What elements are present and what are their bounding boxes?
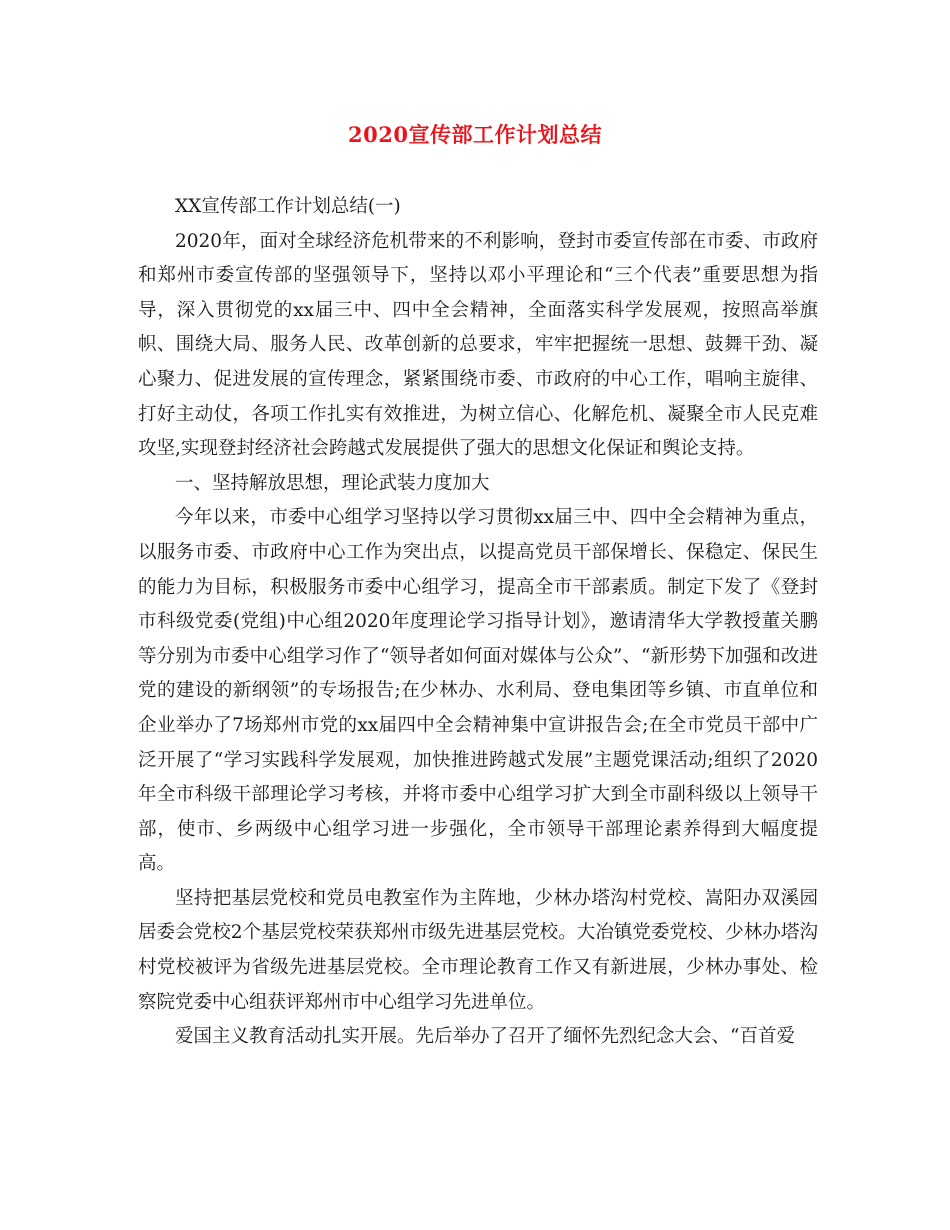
paragraph: 坚持把基层党校和党员电教室作为主阵地，少林办塔沟村党校、嵩阳办双溪园居委会党校2个基层党校荣获郑州市级先进基层党校。大冶镇党委党校、少林办塔沟村党校被评为省级先进基层党校。全市理论教育工作又有新进展，少林办事处、检察院党委中心组获评郑州市中心组学习先进单位。 [138, 887, 818, 1013]
paragraph: 2020年，面对全球经济危机带来的不利影响，登封市委宣传部在市委、市政府和郑州市委宣传部的坚强领导下，坚持以邓小平理论和“三个代表”重要思想为指导，深入贯彻党的xx届三中、四中全会精神，全面落实科学发展观，按照高举旗帜、围绕大局、服务人民、改革创新的总要求，牢牢把握统一思想、鼓舞干劲、凝心聚力、促进发展的宣传理念，紧紧围绕市委、市政府的中心工作，唱响主旋律、打好主动仗，各项工作扎实有效推进，为树立信心、化解危机、凝聚全市人民克难攻坚,实现登封经济社会跨越式发展提供了强大的思想文化保证和舆论支持。 [138, 230, 818, 460]
document-title: 2020宣传部工作计划总结 [348, 122, 602, 147]
section-heading: XX宣传部工作计划总结(一) [175, 196, 401, 217]
section-heading: 一、坚持解放思想，理论武装力度加大 [175, 472, 490, 494]
document-body [138, 190, 818, 1055]
paragraph: 今年以来，市委中心组学习坚持以学习贯彻xx届三中、四中全会精神为重点，以服务市委、市政府中心工作为突出点，以提高党员干部保增长、保稳定、保民生的能力为目标，积极服务市委中心组学习，提高全市干部素质。制定下发了《登封市科级党委(党组)中心组2020年度理论学习指导计划》，邀请清华大学教授董关鹏等分别为市委中心组学习作了“领导者如何面对媒体与公众”、“新形势下加强和改进党的建设的新纲领”的专场报告;在少林办、水利局、登电集团等乡镇、市直单位和企业举办了7场郑州市党的xx届四中全会精神集中宣讲报告会;在全市党员干部中广泛开展了“学习实践科学发展观，加快推进跨越式发展”主题党课活动;组织了2020年全市科级干部理论学习考核，并将市委中心组学习扩大到全市副科级以上领导干部，使市、乡两级中心组学习进一步强化，全市领导干部理论素养得到大幅度提高。 [138, 507, 818, 875]
paragraph: 爱国主义教育活动扎实开展。先后举办了召开了缅怀先烈纪念大会、“百首爱 [175, 1026, 795, 1048]
